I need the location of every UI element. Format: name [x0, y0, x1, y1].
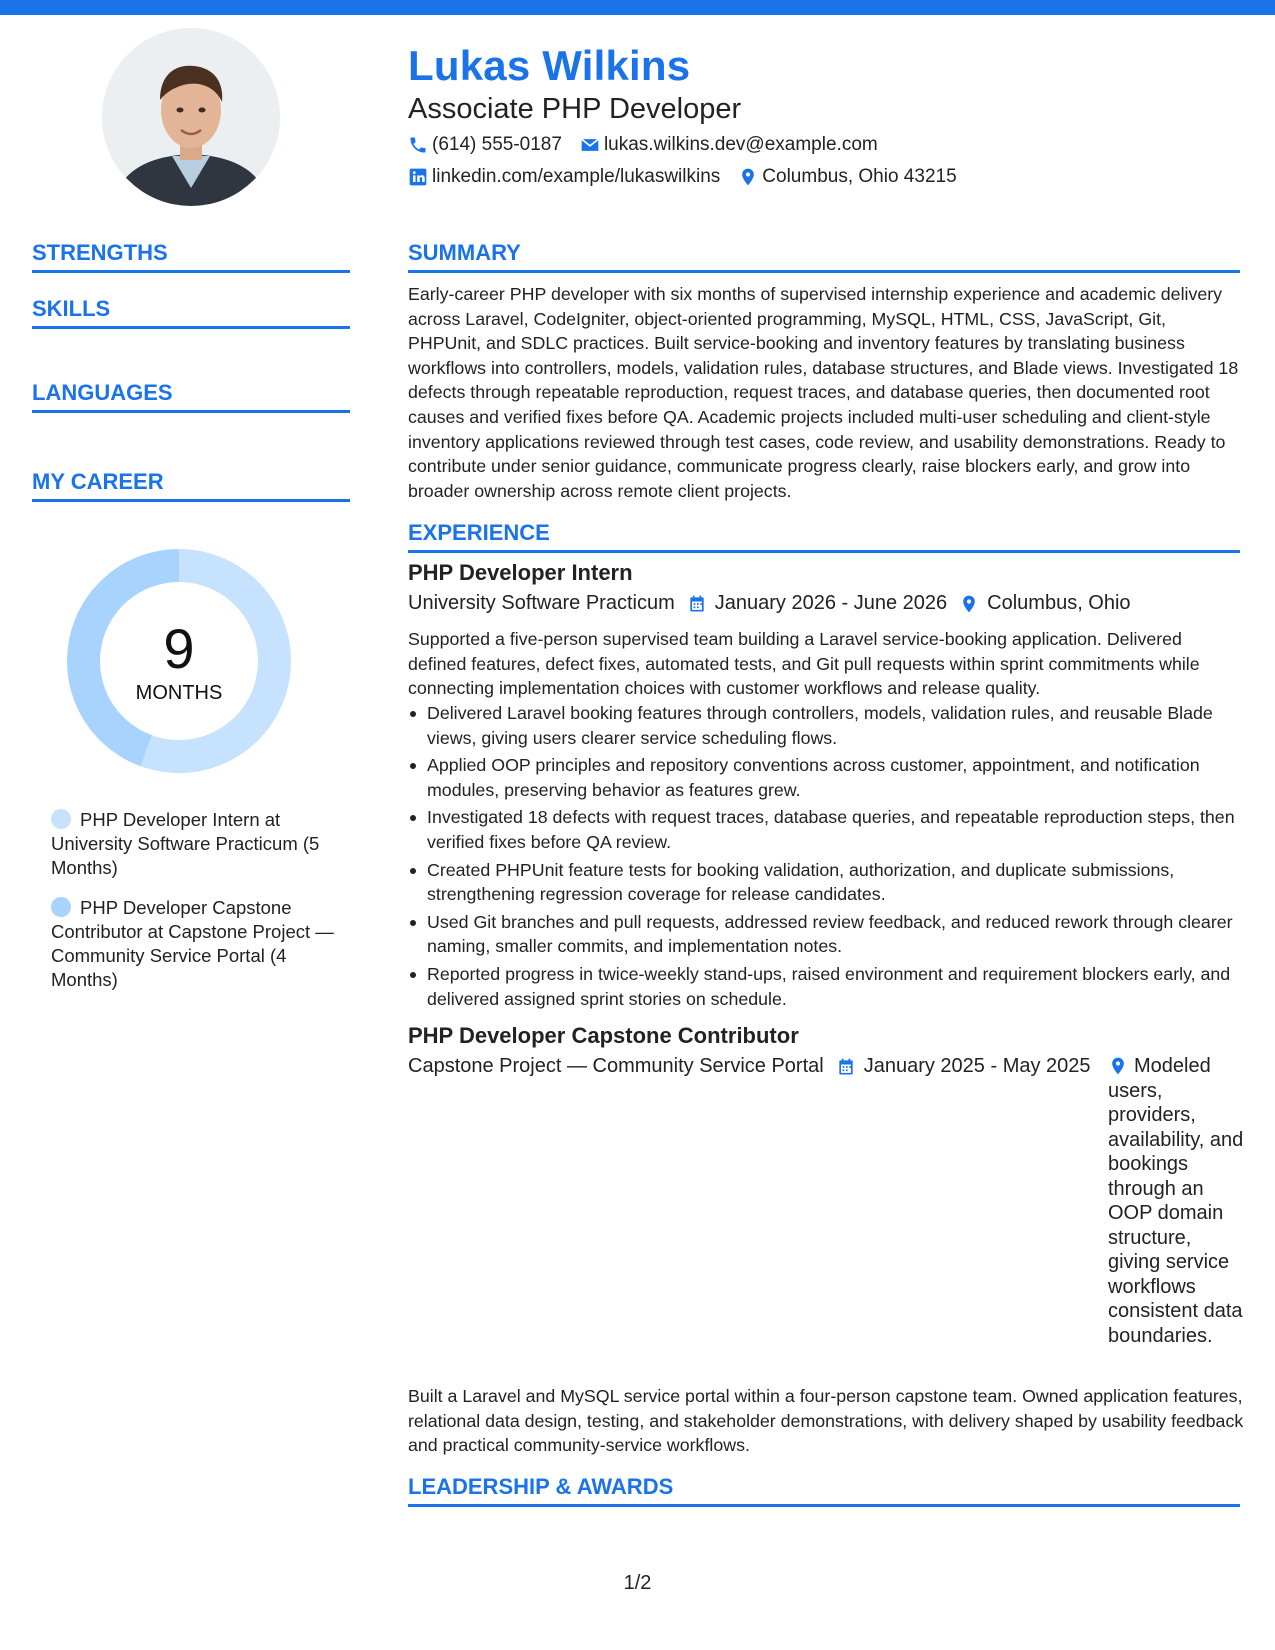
linkedin-text: linkedin.com/example/lukaswilkins: [432, 166, 721, 187]
legend-swatch: [51, 897, 71, 917]
contact-row-2: [408, 166, 975, 188]
job-title: PHP Developer Capstone Contributor: [408, 1023, 799, 1048]
candidate-role: Associate PHP Developer: [408, 93, 742, 125]
job-bullets: [408, 701, 1244, 1014]
legend-text: PHP Developer Intern at University Software Practicum (5 Months): [51, 809, 320, 878]
email-contact[interactable]: [580, 134, 878, 156]
job-org: University Software Practicum: [408, 592, 675, 614]
job-location-overflow: Modeled users, providers, availability, and bookings through an OOP domain structure, giving service workflows consistent data boundaries.: [1108, 1055, 1244, 1347]
bullet-item: Applied OOP principles and repository conventions across customer, appointment, and notification modules, preserving behavior as features grew.: [408, 753, 1244, 802]
job-location: Columbus, Ohio: [987, 592, 1131, 614]
phone-text: (614) 555-0187: [432, 134, 562, 155]
job-meta: [408, 592, 1143, 615]
job-dates: January 2026 - June 2026: [714, 592, 948, 614]
job-title: PHP Developer Intern: [408, 560, 633, 585]
job-summary: Supported a five-person supervised team building a Laravel service-booking application. Delivered defined features, defect fixes, automated tests, and Git pull requests within sprint commitments while connecting implementation choices with customer workflows and release quality.: [408, 629, 1200, 699]
job-summary: Built a Laravel and MySQL service portal within a four-person capstone team. Owned application features, relational data design, testing, and stakeholder demonstrations, with delivery shaped by usability feedback and practical community-service workflows.: [408, 1386, 1244, 1456]
linkedin-contact[interactable]: [408, 166, 720, 188]
career-legend-item: [51, 896, 341, 992]
bullet-item: Reported progress in twice-weekly stand-ups, raised environment and requirement blockers early, and delivered assigned sprint stories on schedule.: [408, 962, 1244, 1011]
job-meta: [408, 1055, 1103, 1078]
location-contact: [738, 166, 956, 188]
strengths-heading: STRENGTHS: [32, 240, 350, 273]
career-heading: MY CAREER: [32, 469, 350, 502]
bullet-item: Used Git branches and pull requests, addressed review feedback, and reduced rework through clearer naming, smaller commits, and implementation notes.: [408, 910, 1244, 959]
job-org: Capstone Project — Community Service Portal: [408, 1055, 824, 1077]
summary-heading: SUMMARY: [408, 240, 1240, 273]
map-pin-icon: [738, 167, 758, 187]
experience-heading: EXPERIENCE: [408, 520, 1240, 553]
email-text: lukas.wilkins.dev@example.com: [603, 134, 878, 155]
phone-contact[interactable]: [408, 134, 562, 156]
map-pin-icon: [959, 594, 979, 614]
legend-swatch: [51, 809, 71, 829]
page-number: 1/2: [623, 1572, 652, 1594]
career-legend-item: [51, 808, 341, 880]
contact-row-1: [408, 134, 896, 156]
calendar-icon: [836, 1057, 856, 1077]
profile-photo: [102, 28, 280, 206]
skills-heading: SKILLS: [32, 296, 350, 329]
job-dates-group: [687, 592, 947, 615]
summary-text: Early-career PHP developer with six months of supervised internship experience and academic delivery across Laravel, CodeIgniter, object-oriented programming, MySQL, HTML, CSS, JavaScript, Git, PHPUnit, and SDLC practices. Built service-booking and inventory features by translating business workflows into controllers, models, validation rules, database structures, and Blade views. Investigated 18 defects through repeatable reproduction, request traces, and database queries, then documented root causes and verified fixes before QA. Academic projects included multi-user scheduling and client-style inventory applications reviewed through test cases, code review, and usability demonstrations. Ready to contribute under senior guidance, communicate progress clearly, raise blockers early, and grow into broader ownership across remote client projects.: [408, 284, 1239, 501]
languages-heading: LANGUAGES: [32, 380, 350, 413]
candidate-name: Lukas Wilkins: [408, 42, 691, 89]
donut-total-value: 9: [163, 617, 195, 680]
location-text: Columbus, Ohio 43215: [762, 166, 957, 187]
job-dates: January 2025 - May 2025: [863, 1055, 1091, 1077]
envelope-icon: [580, 135, 600, 155]
job-location-group: [959, 592, 1130, 615]
top-accent-bar: [0, 0, 1275, 15]
legend-text: PHP Developer Capstone Contributor at Capstone Project — Community Service Portal (4 Months): [51, 897, 334, 990]
phone-icon: [408, 135, 428, 155]
bullet-item: Created PHPUnit feature tests for booking validation, authorization, and duplicate submissions, strengthening regression coverage for release candidates.: [408, 858, 1244, 907]
donut-unit-label: MONTHS: [135, 682, 223, 704]
leadership-heading: LEADERSHIP & AWARDS: [408, 1474, 1240, 1507]
bullet-item: Investigated 18 defects with request traces, database queries, and repeatable reproduction steps, then verified fixes before QA review.: [408, 805, 1244, 854]
bullet-item: Delivered Laravel booking features through controllers, models, validation rules, and reusable Blade views, giving users clearer service scheduling flows.: [408, 701, 1244, 750]
linkedin-icon: [408, 167, 428, 187]
calendar-icon: [687, 594, 707, 614]
job-dates-group: [836, 1055, 1091, 1078]
